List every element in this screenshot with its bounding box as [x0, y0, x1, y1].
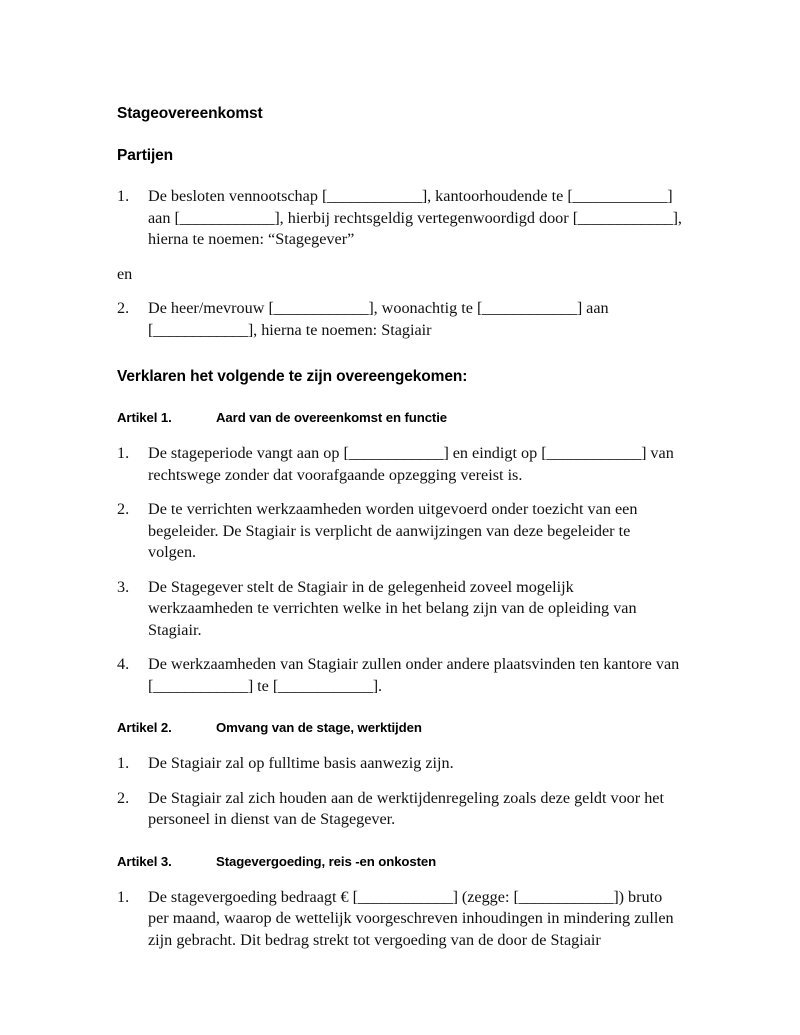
conjunction-en: en — [117, 264, 133, 283]
parties-list-second — [117, 298, 682, 341]
list-item-text: De besloten vennootschap [____________], kantoorhoudende te [____________] aan [____________], hierbij rechtsgeldig vertegenwoordigd door [____________], hierna te noemen: “Stagegever” — [148, 187, 682, 248]
article-number: Artikel 3. — [117, 853, 172, 869]
fill-in-blank[interactable]: [____________] — [148, 320, 254, 339]
list-item-number: 2. — [117, 299, 130, 317]
article-title: Omvang van de stage, werktijden — [216, 720, 422, 735]
list-item-text: De werkzaamheden van Stagiair zullen onder andere plaatsvinden ten kantore van [____________] te [____________]. — [148, 655, 680, 695]
parties-list-first — [117, 186, 682, 251]
list-item-text: De stagevergoeding bedraagt € [____________] (zegge: [____________]) bruto per maand, waarop de wettelijk voorgeschreven inhoudingen in mindering zullen zijn gebracht. Dit bedrag strekt tot vergoeding van de door de Stagiair — [148, 887, 674, 949]
list-item-text: De Stagiair zal zich houden aan de werktijdenregeling zoals deze geldt voor het personeel in dienst van de Stagegever. — [148, 788, 664, 828]
fill-in-blank[interactable]: [____________] — [567, 187, 673, 205]
list-item-number: 1. — [117, 444, 130, 462]
article-item-list — [117, 443, 682, 697]
article-heading — [117, 719, 682, 737]
list-item-text: De heer/mevrouw [____________], woonachtig te [____________] aan [____________], hierna te noemen: Stagiair — [148, 299, 609, 339]
declaration-heading: Verklaren het volgende te zijn overeengekomen: — [117, 368, 468, 385]
article-section-2 — [117, 719, 682, 831]
list-item — [117, 788, 682, 831]
article-heading — [117, 409, 682, 427]
list-item-number: 2. — [117, 500, 130, 518]
list-item — [117, 577, 682, 642]
list-item-text: De Stagiair zal op fulltime basis aanwezig zijn. — [148, 754, 454, 772]
fill-in-blank[interactable]: [____________] — [476, 299, 583, 317]
page-title: Stageovereenkomst — [117, 105, 263, 122]
fill-in-blank[interactable]: [____________] — [268, 299, 374, 317]
list-item-number: 4. — [117, 655, 130, 673]
article-title: Aard van de overeenkomst en functie — [216, 410, 448, 425]
list-item — [117, 186, 682, 251]
list-item — [117, 499, 682, 564]
list-item-number: 1. — [117, 754, 130, 772]
fill-in-blank[interactable]: [____________] — [321, 187, 428, 205]
list-item-text: De stageperiode vangt aan op [____________] en eindigt op [____________] van rechtswege zonder dat voorafgaande opzegging vereist is. — [148, 444, 674, 484]
list-item-number: 3. — [117, 577, 130, 596]
list-item-number: 1. — [117, 187, 130, 205]
list-item — [117, 887, 682, 952]
fill-in-blank[interactable]: [____________] — [148, 676, 254, 695]
article-section-3 — [117, 853, 682, 952]
fill-in-blank[interactable]: [____________] — [513, 887, 619, 906]
fill-in-blank[interactable]: [____________] — [174, 208, 280, 227]
list-item — [117, 654, 682, 697]
list-item-number: 1. — [117, 887, 130, 906]
list-item — [117, 753, 682, 775]
article-item-list — [117, 887, 682, 952]
list-item-number: 2. — [117, 788, 130, 807]
fill-in-blank[interactable]: [____________] — [572, 208, 678, 227]
document-body — [117, 104, 682, 951]
article-section-1 — [117, 409, 682, 697]
article-item-list — [117, 753, 682, 831]
list-item-text: De Stagegever stelt de Stagiair in de gelegenheid zoveel mogelijk werkzaamheden te verrichten welke in het belang zijn van de opleiding van Stagiair. — [148, 577, 637, 639]
fill-in-blank[interactable]: [____________] — [352, 887, 458, 906]
fill-in-blank[interactable]: [____________] — [272, 676, 378, 695]
article-number: Artikel 2. — [117, 720, 172, 735]
section-heading-partijen: Partijen — [117, 147, 174, 164]
article-number: Artikel 1. — [117, 410, 172, 425]
fill-in-blank[interactable]: [____________] — [343, 444, 449, 462]
list-item — [117, 443, 682, 486]
list-item-text: De te verrichten werkzaamheden worden uitgevoerd onder toezicht van een begeleider. De Stagiair is verplicht de aanwijzingen van deze begeleider te volgen. — [148, 500, 638, 561]
fill-in-blank[interactable]: [____________] — [541, 444, 647, 462]
article-heading — [117, 853, 682, 871]
list-item — [117, 298, 682, 341]
article-title: Stagevergoeding, reis -en onkosten — [216, 853, 437, 869]
